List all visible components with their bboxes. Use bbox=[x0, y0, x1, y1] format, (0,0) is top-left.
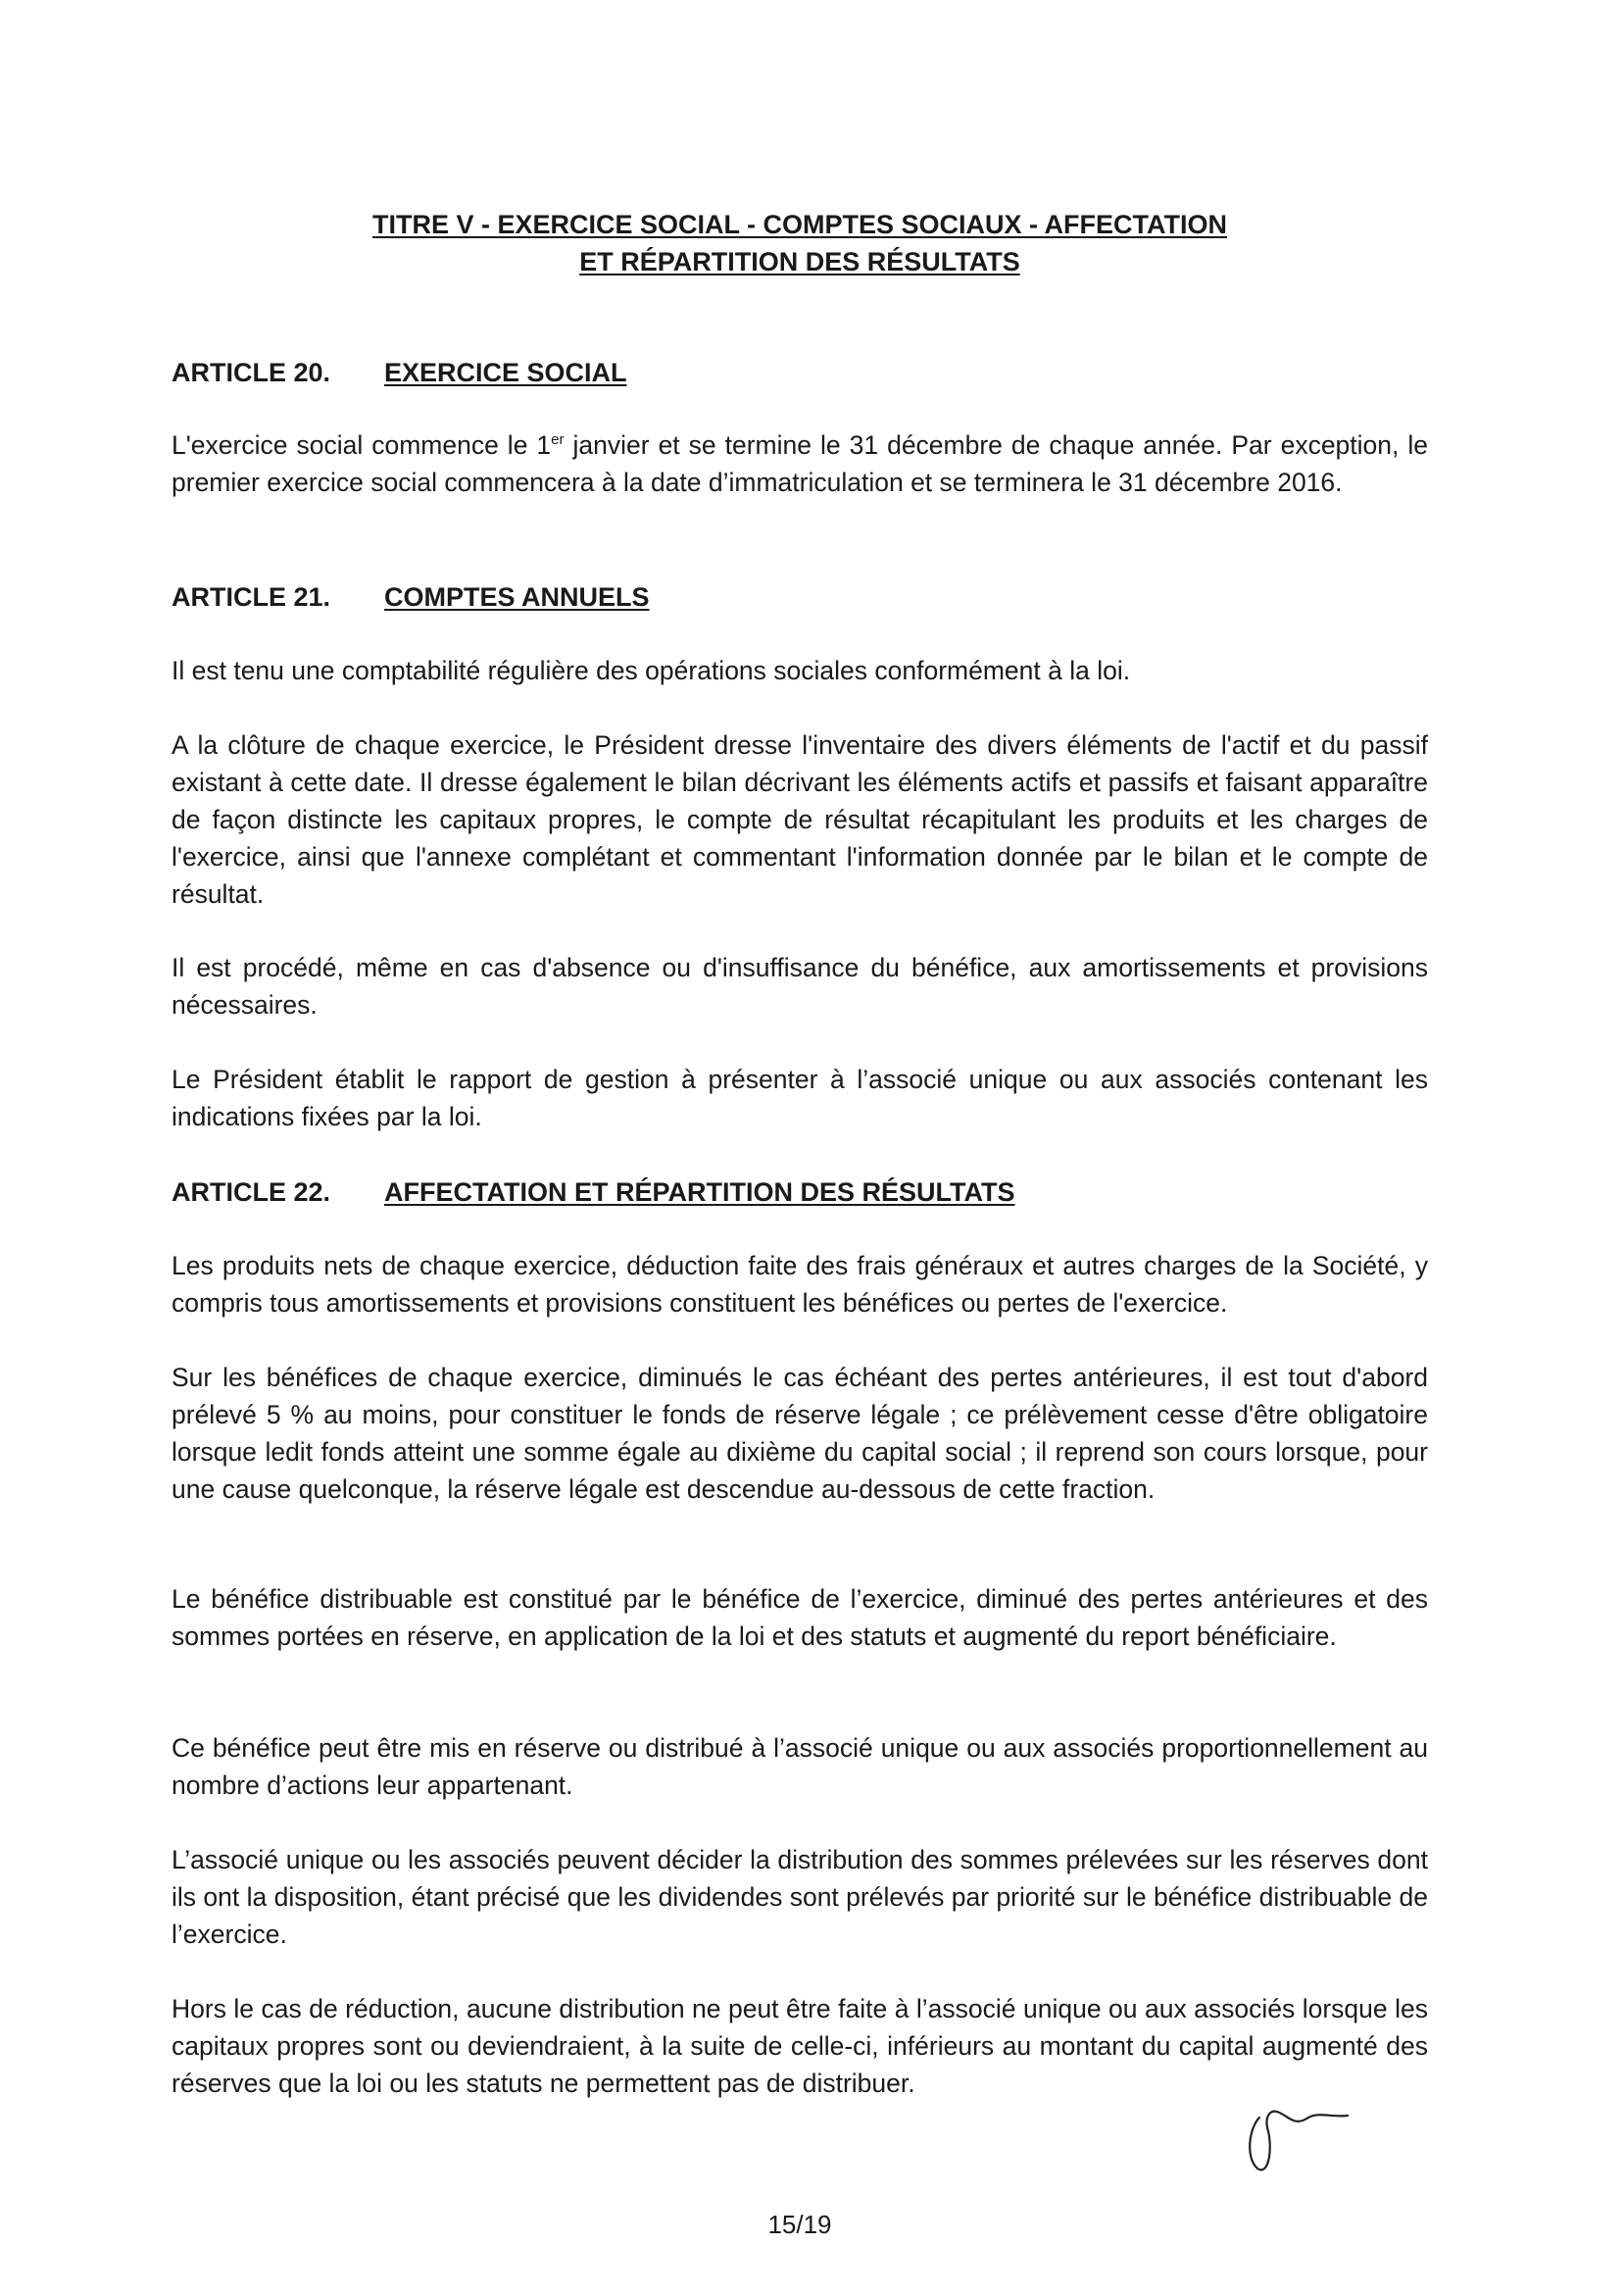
article-20-name: EXERCICE SOCIAL bbox=[384, 358, 627, 387]
document-page bbox=[172, 0, 1428, 2295]
article-22-heading bbox=[172, 1173, 1014, 1211]
article-22-paragraph-4: Ce bénéfice peut être mis en réserve ou distribué à l’associé unique ou aux associés proportionnellement au nombre d’actions leur appartenant. bbox=[172, 1733, 1428, 1800]
article-20-paragraph-1 bbox=[172, 426, 1428, 501]
article-22-number: ARTICLE 22. bbox=[172, 1177, 331, 1207]
article-20-number: ARTICLE 20. bbox=[172, 358, 331, 387]
article-22-paragraph-5: L’associé unique ou les associés peuvent décider la distribution des sommes prélevées sur les réserves dont ils ont la disposition, étant précisé que les dividendes sont prélevés par priorité sur le bénéfice distribuable de l’exercice. bbox=[172, 1845, 1428, 1949]
article-20-heading bbox=[172, 354, 627, 391]
article-20-p1-superscript: er bbox=[551, 431, 565, 449]
signature-initials-icon bbox=[1240, 2088, 1357, 2176]
article-21-paragraph-4: Le Président établit le rapport de gestion à présenter à l’associé unique ou aux associés contenant les indications fixées par la loi. bbox=[172, 1065, 1428, 1131]
section-title-line-1: TITRE V - EXERCICE SOCIAL - COMPTES SOCIAUX - AFFECTATION bbox=[371, 210, 1228, 239]
section-title bbox=[172, 206, 1428, 280]
article-21-name: COMPTES ANNUELS bbox=[384, 582, 650, 612]
article-21-paragraph-3: Il est procédé, même en cas d'absence ou d'insuffisance du bénéfice, aux amortissements et provisions nécessaires. bbox=[172, 953, 1428, 1020]
article-20-p1-start: L'exercice social commence le 1 bbox=[172, 430, 552, 460]
article-21-paragraph-2: A la clôture de chaque exercice, le Président dresse l'inventaire des divers éléments de l'actif et du passif existant à cette date. Il dresse également le bilan décrivant les éléments actifs et passifs et faisant apparaître de façon distincte les capitaux propres, le compte de résultat récapitulant les produits et les charges de l'exercice, ainsi que l'annexe complétant et commentant l'information donnée par le bilan et le compte de résultat. bbox=[172, 730, 1428, 909]
article-22-paragraph-3: Le bénéfice distribuable est constitué par le bénéfice de l’exercice, diminué des pertes antérieures et des sommes portées en réserve, en application de la loi et des statuts et augmenté du report bénéficiaire. bbox=[172, 1584, 1428, 1651]
article-22-paragraph-2: Sur les bénéfices de chaque exercice, diminués le cas échéant des pertes antérieures, il est tout d'abord prélevé 5 % au moins, pour constituer le fonds de réserve légale ; ce prélèvement cesse d'être obligatoire lorsque ledit fonds atteint une somme égale au dixième du capital social ; il reprend son cours lorsque, pour une cause quelconque, la réserve légale est descendue au-dessous de cette fraction. bbox=[172, 1363, 1428, 1504]
article-22-paragraph-6: Hors le cas de réduction, aucune distribution ne peut être faite à l’associé unique ou aux associés lorsque les capitaux propres sont ou deviendraient, à la suite de celle-ci, inférieurs au montant du capital augmenté des réserves que la loi ou les statuts ne permettent pas de distribuer. bbox=[172, 1994, 1428, 2098]
article-21-heading bbox=[172, 578, 650, 616]
article-21-number: ARTICLE 21. bbox=[172, 582, 331, 612]
article-20-p1-end: janvier et se termine le 31 décembre de chaque année. Par exception, le premier exercice social commencera à la date d’immatriculation et se terminera le 31 décembre 2016. bbox=[172, 430, 1429, 497]
article-21-paragraph-1: Il est tenu une comptabilité régulière des opérations sociales conformément à la loi. bbox=[172, 656, 1131, 685]
article-22-name: AFFECTATION ET RÉPARTITION DES RÉSULTATS bbox=[384, 1177, 1015, 1207]
page-number: 15/19 bbox=[767, 2210, 832, 2239]
section-title-line-2: ET RÉPARTITION DES RÉSULTATS bbox=[579, 247, 1020, 276]
article-22-paragraph-1: Les produits nets de chaque exercice, déduction faite des frais généraux et autres charges de la Société, y compris tous amortissements et provisions constituent les bénéfices ou pertes de l'exercice. bbox=[172, 1251, 1428, 1318]
